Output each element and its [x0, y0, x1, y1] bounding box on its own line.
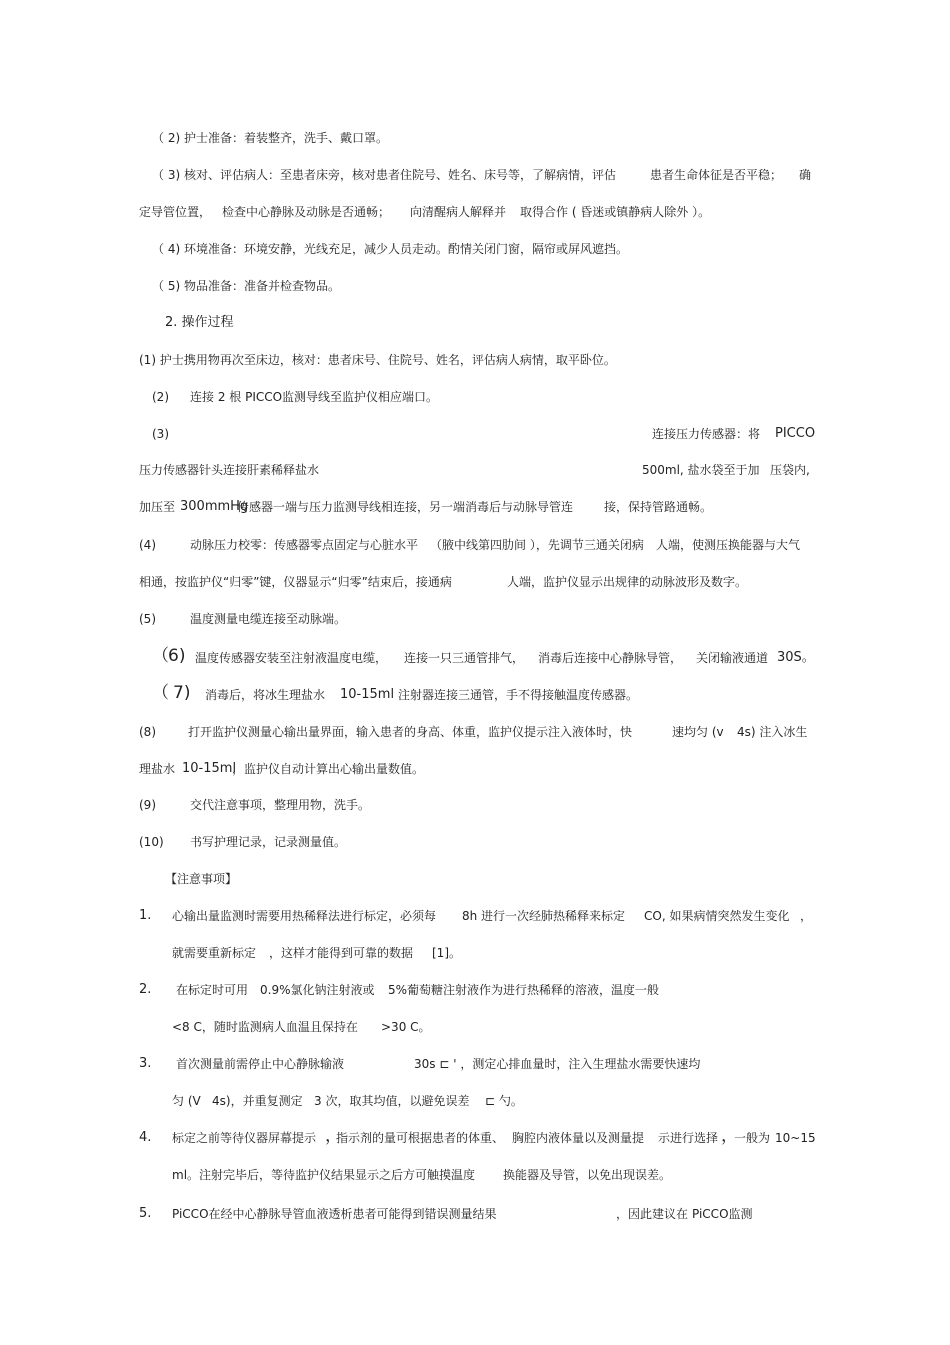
step-1: (1) 护士携用物再次至床边，核对：患者床号、住院号、姓名，评估病人病情，取平卧位。	[139, 353, 616, 367]
note-1-cont-a: 就需要重新标定	[172, 946, 257, 960]
step-4-text-b: （腋中线第四肋间 ），先调节三通关闭病	[430, 538, 644, 552]
step-3-cont2-b: 300mmHg	[180, 499, 249, 514]
step-3-picco: PICCO	[775, 426, 816, 441]
note-2-cont-b: >30 C。	[381, 1020, 431, 1034]
step-3-cont2-d: 接，保持管路通畅。	[604, 500, 713, 514]
prep-check-b: 患者生命体征是否平稳；	[650, 168, 783, 182]
step-9-num: (9)	[139, 798, 156, 812]
step-8-cont-c: ，监护仪自动计算出心输出量数值。	[232, 762, 425, 776]
note-2-cont-a: <8 C，随时监测病人血温且保持在	[172, 1020, 358, 1034]
step-3-cont-a: 压力传感器针头连接肝素稀释盐水	[139, 463, 320, 477]
note-3-cont-d: ⊏ 勺。	[485, 1094, 523, 1108]
note-1-text-c: CO, 如果病情突然发生变化	[644, 909, 790, 923]
step-3-cont2-a: 加压至	[139, 500, 176, 514]
step-6-text-e: 30S。	[777, 650, 815, 665]
note-2-text-b: 0.9%氯化钠注射液或	[260, 983, 375, 997]
note-1-citation: [1]。	[432, 946, 461, 960]
note-3-text-b: 30s ⊏ ' ，测定心排血量时，注入生理盐水需要快速均	[414, 1057, 701, 1071]
step-6-paren: （	[152, 646, 169, 666]
note-4-cont-b: 换能器及导管，以免出现误差。	[503, 1168, 672, 1182]
step-6-text-c: 消毒后连接中心静脉导管，	[538, 651, 683, 665]
step-6-text-d: 关闭输液通道	[696, 651, 769, 665]
step-9-text: 交代注意事项，整理用物，洗手。	[190, 798, 371, 812]
note-4-num: 4.	[139, 1130, 152, 1145]
note-1-text-d: ，	[800, 909, 813, 923]
step-5-num: (5)	[139, 612, 156, 626]
prep-nurse: （ 2) 护士准备：着装整齐，洗手、戴口罩。	[152, 131, 388, 145]
prep-check-cont-b: 检查中心静脉及动脉是否通畅；	[222, 205, 391, 219]
step-7-text-a: 消毒后，将冰生理盐水	[205, 688, 326, 702]
step-3-cont2-c: 传感器一端与压力监测导线相连接，另一端消毒后与动脉导管连	[237, 500, 574, 514]
step-8-cont-a: 理盐水	[139, 762, 176, 776]
note-4-text-d: 示进行选择	[658, 1131, 719, 1145]
note-2-num: 2.	[139, 982, 152, 997]
note-4-cont-a: ml。注射完毕后，等待监护仪结果显示之后方可触摸温度	[172, 1168, 476, 1182]
note-3-num: 3.	[139, 1056, 152, 1071]
note-3-cont-b: 4s)，并重复测定	[212, 1094, 303, 1108]
prep-items: （ 5) 物品准备：准备并检查物品。	[152, 279, 340, 293]
step-8-text-b: 速均匀 (v	[672, 725, 724, 739]
step-4-num: (4)	[139, 538, 156, 552]
step-7-text-c: 注射器连接三通管，手不得接触温度传感器。	[398, 688, 639, 702]
section-notes: 【注意事项】	[165, 872, 238, 886]
prep-check-c: 确	[799, 168, 812, 182]
note-4-comma-a: ，	[325, 1126, 342, 1146]
note-4-text-c: 胸腔内液体量以及测量提	[512, 1131, 645, 1145]
section-procedure: 2. 操作过程	[165, 315, 234, 330]
note-4-text-b: 指示剂的量可根据患者的体重、	[336, 1131, 505, 1145]
step-5-text: 温度测量电缆连接至动脉端。	[190, 612, 347, 626]
step-8-text-a: 打开监护仪测量心输出量界面，输入患者的身高、体重，监护仪提示注入液体时，快	[188, 725, 633, 739]
note-3-text-a: 首次测量前需停止中心静脉输液	[176, 1057, 345, 1071]
note-4-text-e: 一般为	[734, 1131, 771, 1145]
step-10-num: (10)	[139, 835, 164, 849]
step-7-text-b: 10-15ml	[340, 687, 395, 702]
step-8-text-c: 4s) 注入冰生	[737, 725, 808, 739]
step-7-num: 7)	[173, 683, 191, 703]
note-2-text-c: 5%葡萄糖注射液作为进行热稀释的溶液，温度一般	[388, 983, 660, 997]
step-8-cont-b: 10-15ml	[182, 761, 237, 776]
note-5-text-a: PiCCO在经中心静脉导管血液透析患者可能得到错误测量结果	[172, 1207, 497, 1221]
step-4-text-a: 动脉压力校零：传感器零点固定与心脏水平	[190, 538, 419, 552]
step-4-text-c: 人端，使测压换能器与大气	[656, 538, 801, 552]
prep-env: （ 4) 环境准备：环境安静，光线充足，减少人员走动。酌情关闭门窗，隔帘或屏风遮挡。	[152, 242, 628, 256]
step-4-cont-a: 相通，按监护仪“归零”键，仪器显示“归零”结束后，接通病	[139, 575, 452, 589]
note-5-num: 5.	[139, 1206, 152, 1221]
note-4-text-a: 标定之前等待仪器屏幕提示	[172, 1131, 317, 1145]
note-3-cont-a: 匀 (V	[172, 1094, 201, 1108]
note-1-text-a: 心输出量监测时需要用热稀释法进行标定，必须每	[172, 909, 437, 923]
prep-check-cont-d: 取得合作 ( 昏迷或镇静病人除外 ）。	[520, 205, 711, 219]
step-3-cont-b: 500ml, 盐水袋至于加	[642, 463, 760, 477]
step-6-num: 6)	[168, 646, 186, 666]
step-10-text: 书写护理记录，记录测量值。	[190, 835, 347, 849]
step-6-text-a: 温度传感器安装至注射液温度电缆，	[195, 651, 388, 665]
note-2-text-a: 在标定时可用	[176, 983, 249, 997]
step-3-num: (3)	[152, 427, 169, 441]
note-1-cont-b: ，这样才能得到可靠的数据	[269, 946, 414, 960]
note-1-text-b: 8h 进行一次经肺热稀释来标定	[462, 909, 626, 923]
note-3-cont-c: 3 次，取其均值，以避免误差	[314, 1094, 470, 1108]
note-4-text-f: 10~15	[775, 1131, 816, 1145]
prep-check-a: （ 3) 核对、评估病人：至患者床旁，核对患者住院号、姓名、床号等，了解病情，评估	[152, 168, 616, 182]
step-2-text: 连接 2 根 PICCO监测导线至监护仪相应端口。	[190, 390, 439, 404]
note-5-text-b: ，因此建议在	[616, 1207, 689, 1221]
note-1-num: 1.	[139, 908, 152, 923]
prep-check-cont-c: 向清醒病人解释并	[410, 205, 507, 219]
step-8-num: (8)	[139, 725, 156, 739]
step-6-text-b: 连接一只三通管排气，	[404, 651, 525, 665]
step-3-cont-c: 压袋内,	[770, 463, 810, 477]
step-7-paren: （	[152, 683, 169, 703]
step-2-num: (2)	[152, 390, 169, 404]
note-5-text-c: PiCCO监测	[692, 1207, 753, 1221]
note-4-comma-b: ，	[721, 1126, 738, 1146]
step-3-text: 连接压力传感器：将	[652, 427, 761, 441]
step-4-cont-b: 人端，监护仪显示出规律的动脉波形及数字。	[507, 575, 748, 589]
prep-check-cont-a: 定导管位置，	[139, 205, 212, 219]
